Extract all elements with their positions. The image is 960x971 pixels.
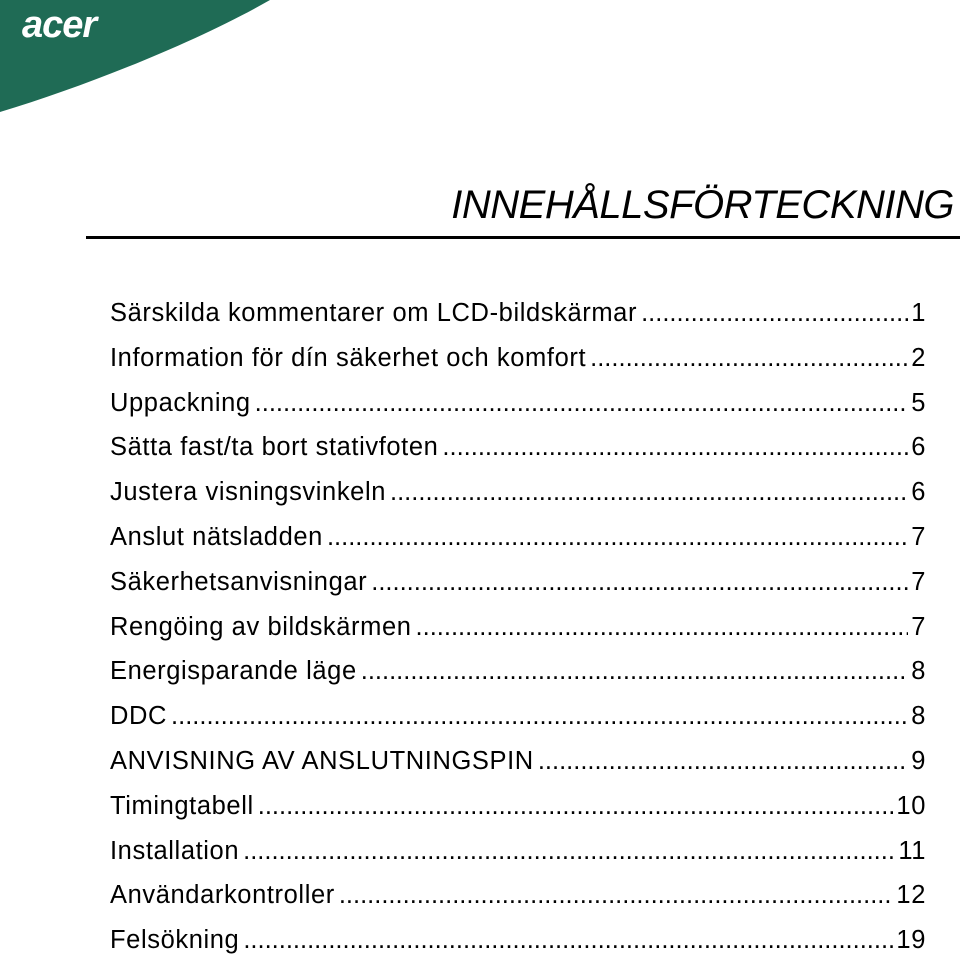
toc-page-number: 1 xyxy=(911,299,926,327)
toc-dot-leader xyxy=(390,478,908,507)
toc-dot-leader xyxy=(171,702,908,731)
toc-page-number: 6 xyxy=(911,433,926,462)
toc-dot-leader xyxy=(258,792,894,821)
toc-entry-label: DDC xyxy=(110,702,168,731)
toc-page-number: 10 xyxy=(896,791,926,820)
toc-dot-leader xyxy=(442,433,908,462)
toc-dot-leader xyxy=(361,657,908,686)
toc-page-number: 7 xyxy=(911,567,926,596)
toc-entry-label: Anslut nätsladden xyxy=(110,522,323,551)
toc-entry[interactable] xyxy=(110,702,926,747)
toc-dot-leader xyxy=(416,613,909,642)
toc-dot-leader xyxy=(243,837,895,866)
toc-entry-label: Uppackning xyxy=(110,388,251,417)
toc-entry-label: Felsökning xyxy=(110,926,240,955)
toc-entry[interactable] xyxy=(110,478,926,523)
table-of-contents xyxy=(110,299,926,971)
title-divider xyxy=(86,236,960,239)
toc-entry-label: Rengöing av bildskärmen xyxy=(110,612,412,641)
toc-page-number: 11 xyxy=(898,836,926,865)
toc-page-number: 7 xyxy=(911,612,926,641)
toc-dot-leader xyxy=(641,299,908,328)
toc-page-number: 6 xyxy=(911,478,926,507)
toc-entry[interactable] xyxy=(110,299,926,344)
toc-dot-leader xyxy=(243,926,893,955)
toc-page-number: 7 xyxy=(911,522,926,551)
toc-entry[interactable] xyxy=(110,568,926,613)
toc-entry-label: Information för dín säkerhet och komfort xyxy=(110,343,587,372)
toc-entry-label: Timingtabell xyxy=(110,791,254,820)
toc-page-number: 12 xyxy=(896,881,926,910)
toc-entry[interactable] xyxy=(110,747,926,792)
toc-page-number: 9 xyxy=(911,746,926,775)
toc-entry-label: Sätta fast/ta bort stativfoten xyxy=(110,433,439,462)
toc-page-number: 8 xyxy=(911,702,926,731)
toc-entry[interactable] xyxy=(110,881,926,926)
toc-dot-leader xyxy=(538,747,908,776)
toc-page-number: 8 xyxy=(911,657,926,686)
toc-entry-label: Användarkontroller xyxy=(110,881,335,910)
toc-entry[interactable] xyxy=(110,657,926,702)
toc-dot-leader xyxy=(255,389,909,418)
toc-entry[interactable] xyxy=(110,344,926,389)
toc-entry[interactable] xyxy=(110,837,926,882)
toc-dot-leader xyxy=(371,568,908,597)
page-title: INNEHÅLLSFÖRTECKNING xyxy=(451,183,954,227)
toc-entry[interactable] xyxy=(110,926,926,971)
toc-entry-label: ANVISNING AV ANSLUTNINGSPIN xyxy=(110,746,534,775)
toc-entry-label: Energisparande läge xyxy=(110,657,357,686)
toc-entry-label: Säkerhetsanvisningar xyxy=(110,567,368,596)
toc-entry[interactable] xyxy=(110,433,926,478)
toc-entry[interactable] xyxy=(110,792,926,837)
toc-entry[interactable] xyxy=(110,389,926,434)
toc-dot-leader xyxy=(327,523,908,552)
brand-header xyxy=(0,0,280,115)
toc-page-number: 5 xyxy=(911,388,926,417)
toc-dot-leader xyxy=(339,881,894,910)
toc-entry-label: Justera visningsvinkeln xyxy=(110,478,387,507)
toc-entry[interactable] xyxy=(110,613,926,658)
toc-entry-label: Särskilda kommentarer om LCD-bildskärmar xyxy=(110,299,638,327)
acer-logo: acer xyxy=(22,4,97,46)
toc-dot-leader xyxy=(590,344,908,373)
toc-page-number: 19 xyxy=(896,926,926,955)
toc-entry-label: Installation xyxy=(110,836,240,865)
toc-page-number: 2 xyxy=(911,343,926,372)
toc-entry[interactable] xyxy=(110,523,926,568)
